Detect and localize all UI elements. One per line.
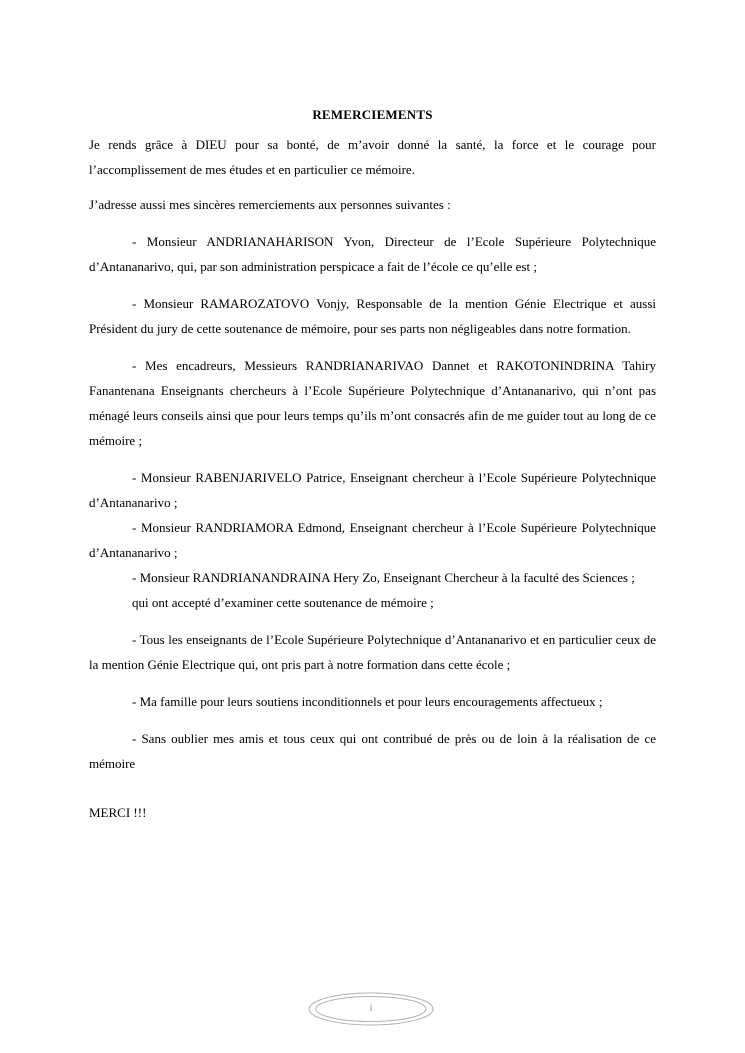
- intro-paragraph-thanks-god: Je rends grâce à DIEU pour sa bonté, de m’avoir donné la santé, la force et le courage pour l’accomplissement de mes études et en particulier ce mémoire.: [89, 137, 656, 177]
- thanks-item-examiner-2: - Monsieur RANDRIAMORA Edmond, Enseignant chercheur à l’Ecole Supérieure Polytechnique d’Antananarivo ;: [89, 520, 656, 560]
- intro-paragraph-addressees: J’adresse aussi mes sincères remerciements aux personnes suivantes :: [89, 197, 451, 212]
- thanks-item-teachers: - Tous les enseignants de l’Ecole Supérieure Polytechnique d’Antananarivo et en particulier ceux de la mention Génie Electrique qui, ont pris part à notre formation dans cette école ;: [89, 632, 656, 672]
- thanks-item-director: - Monsieur ANDRIANAHARISON Yvon, Directeur de l’Ecole Supérieure Polytechnique d’Antananarivo, qui, par son administration perspicace a fait de l’école ce qu’elle est ;: [89, 234, 656, 274]
- thanks-item-examiner-1: - Monsieur RABENJARIVELO Patrice, Enseignant chercheur à l’Ecole Supérieure Polytechnique d’Antananarivo ;: [89, 470, 656, 510]
- thanks-item-supervisors: - Mes encadreurs, Messieurs RANDRIANARIVAO Dannet et RAKOTONINDRINA Tahiry Fanantenana Enseignants chercheurs à l’Ecole Supérieure Polytechnique d’Antananarivo, qui n’ont pas ménagé leurs conseils ainsi que pour leurs temps qu’ils m’ont consacrés afin de me guider tout au long de ce mémoire ;: [89, 358, 656, 448]
- page-number: i: [369, 1002, 373, 1014]
- thanks-item-examiner-3: - Monsieur RANDRIANANDRAINA Hery Zo, Enseignant Chercheur à la faculté des Sciences ;: [132, 570, 635, 585]
- page-number-footer: [308, 992, 434, 1026]
- thanks-item-family: - Ma famille pour leurs soutiens inconditionnels et pour leurs encouragements affectueux ;: [132, 694, 603, 709]
- closing-merci: MERCI !!!: [89, 805, 147, 820]
- thanks-item-jury-president: - Monsieur RAMAROZATOVO Vonjy, Responsable de la mention Génie Electrique et aussi Président du jury de cette soutenance de mémoire, pour ses parts non négligeables dans notre formation.: [89, 296, 656, 336]
- acknowledgements-section: [89, 104, 656, 825]
- page-title: REMERCIEMENTS: [312, 107, 433, 122]
- thanks-item-friends: - Sans oublier mes amis et tous ceux qui ont contribué de près ou de loin à la réalisation de ce mémoire: [89, 731, 656, 771]
- thanks-examiners-note: qui ont accepté d’examiner cette soutenance de mémoire ;: [132, 595, 434, 610]
